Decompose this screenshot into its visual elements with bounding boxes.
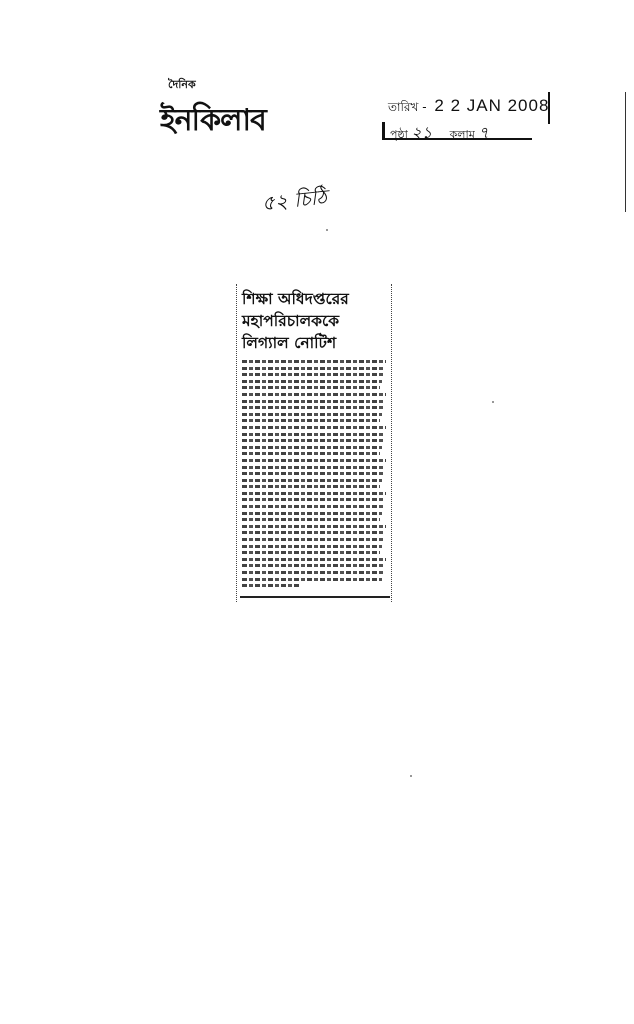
article-headline	[242, 288, 388, 354]
article-body-line	[242, 538, 383, 541]
article-body-line	[242, 485, 380, 488]
article-body	[242, 360, 386, 591]
article-body-line	[242, 545, 382, 548]
article-body-line	[242, 472, 383, 475]
handwritten-note: ৫২ চিঠি	[260, 184, 329, 216]
article-body-line	[242, 446, 382, 449]
article-body-line	[242, 571, 383, 574]
article-body-line	[242, 419, 380, 422]
article-body-line	[242, 367, 385, 370]
page-edge-line	[625, 92, 626, 212]
article-body-line	[242, 400, 385, 403]
clipping-bottom-edge	[240, 596, 390, 598]
headline-line-2: মহাপরিচালককে	[242, 312, 340, 330]
article-body-line	[242, 452, 380, 455]
article-body-line	[242, 564, 385, 567]
article-body-line	[242, 498, 385, 501]
article-body-line	[242, 578, 382, 581]
date-label: তারিখ	[388, 100, 419, 114]
article-body-line	[242, 393, 386, 396]
article-body-line	[242, 386, 380, 389]
page-value: ২১	[411, 123, 433, 142]
date-page-stamp: তারিখ - 2 2 JAN 2008 পৃষ্ঠা ২১ কলাম ৭	[382, 92, 550, 142]
article-body-line	[242, 439, 383, 442]
headline-line-3: লিগ্যাল নোটিশ	[242, 334, 337, 352]
headline-line-1: শিক্ষা অধিদপ্তরের	[242, 290, 349, 308]
article-body-line	[242, 459, 386, 462]
article-body-line	[242, 479, 382, 482]
article-body-line	[242, 413, 382, 416]
article-body-line	[242, 512, 382, 515]
article-body-line	[242, 426, 386, 429]
date-value: 2 2 JAN 2008	[434, 96, 550, 115]
article-body-line	[242, 518, 380, 521]
page-label: পৃষ্ঠা	[390, 128, 408, 141]
article-body-line	[242, 558, 386, 561]
scan-speck	[410, 775, 412, 777]
scan-speck	[326, 229, 328, 231]
article-body-line	[242, 531, 385, 534]
article-body-line	[242, 584, 300, 587]
article-body-line	[242, 525, 386, 528]
article-body-line	[242, 433, 385, 436]
article-body-line	[242, 406, 383, 409]
column-value: ৭	[478, 123, 489, 142]
newspaper-masthead: ইনকিলাব	[160, 103, 266, 138]
news-clipping	[236, 284, 390, 604]
scan-speck	[492, 401, 494, 403]
article-body-line	[242, 466, 385, 469]
newspaper-subtitle: দৈনিক	[168, 78, 196, 91]
article-body-line	[242, 373, 383, 376]
article-body-line	[242, 505, 383, 508]
article-body-line	[242, 360, 386, 363]
article-body-line	[242, 551, 380, 554]
article-body-line	[242, 492, 386, 495]
article-body-line	[242, 380, 382, 383]
column-label: কলাম	[449, 128, 475, 141]
